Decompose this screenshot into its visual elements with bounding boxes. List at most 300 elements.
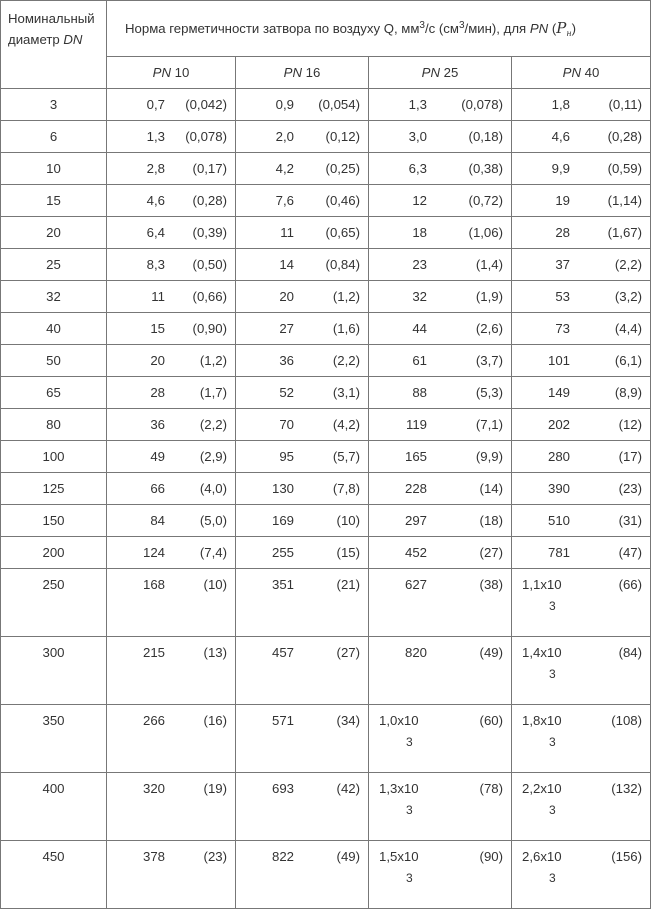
- flow-mm3-per-s: 693: [271, 781, 294, 796]
- dn-cell: 350: [1, 705, 107, 773]
- value-cell: [107, 841, 236, 909]
- norm-header: [107, 1, 651, 57]
- flow-cm3-per-min: (38): [479, 577, 503, 592]
- flow-mm3-per-s: 255: [271, 545, 294, 560]
- value-cell: [512, 121, 651, 153]
- flow-mm3-per-s: 280: [547, 449, 570, 464]
- value-cell: [369, 569, 512, 637]
- flow-cm3-per-min: (0,11): [608, 97, 643, 112]
- flow-mm3-per-s: 11: [151, 289, 165, 304]
- flow-mm3-per-s: [522, 576, 570, 619]
- flow-mm3-per-s: 32: [412, 289, 427, 304]
- flow-cm3-per-min: (31): [618, 513, 643, 528]
- flow-cm3-per-min: (19): [203, 781, 227, 796]
- value-pair: [369, 97, 511, 112]
- value-cell: [107, 473, 236, 505]
- flow-mm3-per-s: 822: [271, 849, 294, 864]
- value-cell: [369, 249, 512, 281]
- flow-mm3-per-s: 2,0: [275, 129, 294, 144]
- value-pair: [512, 225, 650, 240]
- value-pair: [107, 225, 235, 240]
- value-pair: [107, 841, 235, 865]
- value-cell: [369, 705, 512, 773]
- value-cell: [236, 185, 369, 217]
- flow-cm3-per-min: (0,17): [192, 161, 227, 176]
- flow-mm3-per-s: [522, 644, 570, 687]
- flow-cm3-per-min: (17): [618, 449, 643, 464]
- table-row: [1, 773, 651, 841]
- value-cell: [369, 473, 512, 505]
- value-pair: [369, 637, 511, 661]
- value-cell: [236, 377, 369, 409]
- value-pair: [512, 97, 650, 112]
- value-cell: [107, 121, 236, 153]
- value-pair: [512, 841, 650, 891]
- table-row: [1, 153, 651, 185]
- flow-cm3-per-min: (0,078): [461, 97, 503, 112]
- flow-mm3-per-s: 37: [555, 257, 570, 272]
- pn-symbol: PN: [152, 65, 171, 80]
- value-pair: [107, 417, 235, 432]
- flow-mm3-per-s: 0,7: [146, 97, 165, 112]
- flow-cm3-per-min: (108): [611, 713, 643, 728]
- value-cell: [369, 537, 512, 569]
- table-row: [1, 89, 651, 121]
- value-cell: [512, 345, 651, 377]
- value-cell: [236, 537, 369, 569]
- flow-cm3-per-min: (78): [479, 781, 503, 796]
- value-pair: [236, 321, 368, 336]
- value-pair: [369, 513, 511, 528]
- value-pair: [512, 449, 650, 464]
- value-cell: [369, 281, 512, 313]
- dn-header-text: [8, 11, 95, 47]
- value-pair: [369, 841, 511, 891]
- flow-cm3-per-min: (0,054): [318, 97, 360, 112]
- value-cell: [236, 409, 369, 441]
- dn-column-header: [1, 1, 107, 89]
- value-cell: [236, 121, 369, 153]
- value-cell: [107, 377, 236, 409]
- dn-cell: 150: [1, 505, 107, 537]
- value-pair: [107, 481, 235, 496]
- flow-mm3-per-s: 61: [412, 353, 427, 368]
- value-pair: [107, 569, 235, 593]
- value-pair: [512, 353, 650, 368]
- flow-mm3-per-s: 297: [404, 513, 427, 528]
- flow-mm3-per-s: 124: [142, 545, 165, 560]
- flow-cm3-per-min: (84): [618, 645, 643, 660]
- value-pair: [369, 417, 511, 432]
- flow-cm3-per-min: (47): [618, 545, 643, 560]
- flow-cm3-per-min: (66): [618, 577, 643, 592]
- value-pair: [236, 773, 368, 797]
- value-cell: [369, 637, 512, 705]
- value-cell: [107, 773, 236, 841]
- value-cell: [236, 249, 369, 281]
- flow-cm3-per-min: (5,3): [475, 385, 503, 400]
- value-pair: [236, 97, 368, 112]
- flow-mm3-per-s: 52: [279, 385, 294, 400]
- value-cell: [107, 505, 236, 537]
- value-cell: [512, 281, 651, 313]
- flow-mm3-per-s: 73: [555, 321, 570, 336]
- pn-16-header: [236, 57, 369, 89]
- mantissa: 1,8x10: [522, 713, 562, 728]
- flow-cm3-per-min: (0,59): [607, 161, 643, 176]
- mantissa: 2,2x10: [522, 781, 562, 796]
- flow-mm3-per-s: 457: [271, 645, 294, 660]
- value-pair: [512, 705, 650, 755]
- flow-cm3-per-min: (49): [479, 645, 503, 660]
- value-pair: [369, 289, 511, 304]
- value-cell: [512, 569, 651, 637]
- value-pair: [107, 129, 235, 144]
- value-cell: [107, 281, 236, 313]
- flow-cm3-per-min: (2,6): [475, 321, 503, 336]
- flow-cm3-per-min: (3,1): [332, 385, 360, 400]
- table-row: [1, 537, 651, 569]
- flow-cm3-per-min: (21): [336, 577, 360, 592]
- value-pair: [369, 449, 511, 464]
- flow-cm3-per-min: (23): [203, 849, 227, 864]
- value-pair: [107, 161, 235, 176]
- table-body: [1, 89, 651, 909]
- flow-mm3-per-s: 390: [547, 481, 570, 496]
- value-pair: [107, 449, 235, 464]
- value-cell: [236, 705, 369, 773]
- value-pair: [369, 225, 511, 240]
- value-cell: [107, 185, 236, 217]
- value-pair: [107, 545, 235, 560]
- flow-mm3-per-s: 149: [547, 385, 570, 400]
- dn-cell: 10: [1, 153, 107, 185]
- value-pair: [512, 193, 650, 208]
- dn-cell: 80: [1, 409, 107, 441]
- value-cell: [369, 217, 512, 249]
- value-pair: [369, 545, 511, 560]
- value-pair: [369, 161, 511, 176]
- table-row: [1, 345, 651, 377]
- mantissa: 1,1x10: [522, 577, 562, 592]
- dn-cell: 6: [1, 121, 107, 153]
- value-pair: [236, 637, 368, 661]
- flow-cm3-per-min: (0,042): [185, 97, 227, 112]
- value-pair: [369, 385, 511, 400]
- flow-mm3-per-s: 571: [271, 713, 294, 728]
- flow-mm3-per-s: 44: [412, 321, 427, 336]
- flow-mm3-per-s: 15: [150, 321, 165, 336]
- value-cell: [512, 705, 651, 773]
- flow-cm3-per-min: (10): [336, 513, 360, 528]
- flow-cm3-per-min: (8,9): [614, 385, 643, 400]
- pn-symbol: PN: [562, 65, 581, 80]
- value-cell: [369, 441, 512, 473]
- flow-mm3-per-s: 12: [412, 193, 427, 208]
- value-cell: [369, 409, 512, 441]
- flow-cm3-per-min: (4,4): [614, 321, 643, 336]
- table-row: [1, 377, 651, 409]
- value-pair: [512, 417, 650, 432]
- flow-cm3-per-min: (34): [336, 713, 360, 728]
- flow-mm3-per-s: [379, 712, 427, 755]
- flow-cm3-per-min: (49): [336, 849, 360, 864]
- flow-mm3-per-s: 70: [279, 417, 294, 432]
- value-cell: [369, 121, 512, 153]
- value-pair: [369, 705, 511, 755]
- flow-mm3-per-s: 215: [142, 645, 165, 660]
- value-cell: [369, 773, 512, 841]
- dn-cell: 400: [1, 773, 107, 841]
- value-pair: [107, 637, 235, 661]
- value-pair: [107, 193, 235, 208]
- value-cell: [236, 217, 369, 249]
- pn-40-header: [512, 57, 651, 89]
- flow-mm3-per-s: 119: [405, 417, 427, 432]
- value-cell: [512, 89, 651, 121]
- value-cell: [512, 249, 651, 281]
- value-pair: [236, 841, 368, 865]
- value-cell: [369, 185, 512, 217]
- flow-cm3-per-min: (23): [618, 481, 643, 496]
- flow-cm3-per-min: (0,84): [325, 257, 360, 272]
- table-row: [1, 185, 651, 217]
- flow-mm3-per-s: 266: [142, 713, 165, 728]
- dn-cell: 200: [1, 537, 107, 569]
- flow-cm3-per-min: (9,9): [475, 449, 503, 464]
- dn-cell: 125: [1, 473, 107, 505]
- table-row: [1, 313, 651, 345]
- flow-mm3-per-s: 351: [271, 577, 294, 592]
- value-cell: [107, 249, 236, 281]
- value-pair: [512, 637, 650, 687]
- value-pair: [107, 257, 235, 272]
- value-cell: [236, 345, 369, 377]
- flow-mm3-per-s: 378: [142, 849, 165, 864]
- value-cell: [107, 409, 236, 441]
- flow-mm3-per-s: 1,8: [551, 97, 570, 112]
- flow-mm3-per-s: 7,6: [275, 193, 294, 208]
- value-cell: [107, 345, 236, 377]
- value-pair: [236, 449, 368, 464]
- value-cell: [512, 637, 651, 705]
- flow-mm3-per-s: 27: [279, 321, 294, 336]
- flow-cm3-per-min: (4,2): [332, 417, 360, 432]
- flow-cm3-per-min: (0,90): [192, 321, 227, 336]
- flow-cm3-per-min: (3,2): [614, 289, 643, 304]
- flow-mm3-per-s: 66: [150, 481, 165, 496]
- flow-mm3-per-s: 228: [404, 481, 427, 496]
- value-cell: [512, 505, 651, 537]
- value-cell: [107, 441, 236, 473]
- flow-mm3-per-s: 4,6: [551, 129, 570, 144]
- pn-value: 40: [584, 65, 600, 80]
- pn-value: 25: [443, 65, 459, 80]
- value-pair: [107, 513, 235, 528]
- flow-cm3-per-min: (18): [479, 513, 503, 528]
- flow-mm3-per-s: 36: [279, 353, 294, 368]
- flow-mm3-per-s: 101: [547, 353, 570, 368]
- table-row: [1, 121, 651, 153]
- value-cell: [369, 313, 512, 345]
- value-pair: [512, 481, 650, 496]
- value-cell: [236, 841, 369, 909]
- flow-mm3-per-s: 165: [404, 449, 427, 464]
- flow-cm3-per-min: (0,72): [468, 193, 503, 208]
- value-pair: [512, 385, 650, 400]
- value-pair: [236, 481, 368, 496]
- dn-cell: 32: [1, 281, 107, 313]
- flow-mm3-per-s: 452: [404, 545, 427, 560]
- table-row: [1, 217, 651, 249]
- header-row: [1, 1, 651, 57]
- value-cell: [107, 217, 236, 249]
- value-pair: [236, 257, 368, 272]
- norm-header-text-2: /с (см: [424, 21, 459, 36]
- flow-mm3-per-s: 20: [279, 289, 294, 304]
- value-cell: [512, 153, 651, 185]
- flow-mm3-per-s: [522, 780, 570, 823]
- value-pair: [236, 545, 368, 560]
- value-pair: [512, 161, 650, 176]
- norm-pn-symbol: PN: [529, 21, 549, 36]
- flow-cm3-per-min: (0,25): [325, 161, 360, 176]
- flow-cm3-per-min: (0,28): [607, 129, 643, 144]
- flow-mm3-per-s: 130: [271, 481, 294, 496]
- value-pair: [236, 289, 368, 304]
- flow-cm3-per-min: (27): [479, 545, 503, 560]
- flow-cm3-per-min: (1,9): [475, 289, 503, 304]
- pn-symbol: PN: [283, 65, 302, 80]
- flow-mm3-per-s: 510: [547, 513, 570, 528]
- value-pair: [107, 385, 235, 400]
- value-cell: [236, 773, 369, 841]
- value-cell: [236, 569, 369, 637]
- value-cell: [107, 153, 236, 185]
- flow-cm3-per-min: (156): [611, 849, 643, 864]
- flow-cm3-per-min: (1,4): [475, 257, 503, 272]
- value-pair: [236, 161, 368, 176]
- flow-mm3-per-s: 14: [279, 257, 294, 272]
- flow-cm3-per-min: (7,1): [475, 417, 503, 432]
- value-pair: [107, 773, 235, 797]
- flow-mm3-per-s: 8,3: [146, 257, 165, 272]
- flow-cm3-per-min: (1,14): [607, 193, 643, 208]
- flow-mm3-per-s: 168: [142, 577, 165, 592]
- value-pair: [369, 773, 511, 823]
- value-cell: [512, 217, 651, 249]
- value-cell: [369, 377, 512, 409]
- flow-mm3-per-s: 1,3: [146, 129, 165, 144]
- value-cell: [236, 153, 369, 185]
- paren-close: ): [571, 21, 577, 36]
- flow-cm3-per-min: (0,38): [468, 161, 503, 176]
- value-cell: [236, 313, 369, 345]
- norm-exponent-2: 3: [458, 20, 465, 31]
- flow-mm3-per-s: 820: [404, 645, 427, 660]
- value-pair: [236, 353, 368, 368]
- flow-mm3-per-s: 20: [150, 353, 165, 368]
- value-pair: [369, 321, 511, 336]
- flow-mm3-per-s: 2,8: [146, 161, 165, 176]
- value-cell: [107, 313, 236, 345]
- value-pair: [236, 193, 368, 208]
- table-row: [1, 249, 651, 281]
- flow-cm3-per-min: (1,2): [332, 289, 360, 304]
- value-pair: [512, 569, 650, 619]
- mantissa: 1,0x10: [379, 713, 419, 728]
- flow-mm3-per-s: 49: [150, 449, 165, 464]
- value-pair: [369, 129, 511, 144]
- exponent: 3: [406, 735, 413, 749]
- value-cell: [512, 441, 651, 473]
- value-cell: [369, 841, 512, 909]
- flow-mm3-per-s: 0,9: [275, 97, 294, 112]
- value-pair: [369, 481, 511, 496]
- value-cell: [236, 441, 369, 473]
- flow-mm3-per-s: [379, 848, 427, 891]
- value-pair: [236, 417, 368, 432]
- value-cell: [107, 569, 236, 637]
- flow-mm3-per-s: 28: [555, 225, 570, 240]
- value-pair: [369, 353, 511, 368]
- table-row: [1, 281, 651, 313]
- flow-mm3-per-s: [522, 848, 570, 891]
- value-pair: [512, 289, 650, 304]
- flow-cm3-per-min: (90): [479, 849, 503, 864]
- flow-cm3-per-min: (15): [336, 545, 360, 560]
- table-row: [1, 441, 651, 473]
- flow-mm3-per-s: [379, 780, 427, 823]
- value-pair: [107, 705, 235, 729]
- flow-cm3-per-min: (6,1): [614, 353, 643, 368]
- dn-cell: 250: [1, 569, 107, 637]
- flow-cm3-per-min: (10): [203, 577, 227, 592]
- norm-header-text-3: /мин), для: [464, 21, 527, 36]
- pn-10-header: [107, 57, 236, 89]
- table-row: [1, 637, 651, 705]
- value-pair: [107, 353, 235, 368]
- pn-25-header: [369, 57, 512, 89]
- dn-cell: 3: [1, 89, 107, 121]
- table-row: [1, 841, 651, 909]
- flow-cm3-per-min: (3,7): [475, 353, 503, 368]
- flow-cm3-per-min: (14): [479, 481, 503, 496]
- flow-mm3-per-s: 202: [547, 417, 570, 432]
- table-row: [1, 505, 651, 537]
- value-cell: [512, 409, 651, 441]
- value-cell: [236, 473, 369, 505]
- flow-cm3-per-min: (1,6): [332, 321, 360, 336]
- flow-mm3-per-s: 88: [412, 385, 427, 400]
- flow-mm3-per-s: 3,0: [408, 129, 427, 144]
- value-cell: [512, 773, 651, 841]
- value-pair: [236, 129, 368, 144]
- exponent: 3: [406, 803, 413, 817]
- value-cell: [236, 637, 369, 705]
- flow-mm3-per-s: 6,4: [146, 225, 165, 240]
- value-pair: [512, 773, 650, 823]
- flow-mm3-per-s: 169: [271, 513, 294, 528]
- pressure-subscript: н: [566, 29, 572, 38]
- exponent: 3: [406, 871, 413, 885]
- flow-cm3-per-min: (2,9): [199, 449, 227, 464]
- flow-mm3-per-s: 627: [404, 577, 427, 592]
- value-pair: [236, 225, 368, 240]
- dn-cell: 450: [1, 841, 107, 909]
- value-pair: [107, 97, 235, 112]
- value-cell: [236, 281, 369, 313]
